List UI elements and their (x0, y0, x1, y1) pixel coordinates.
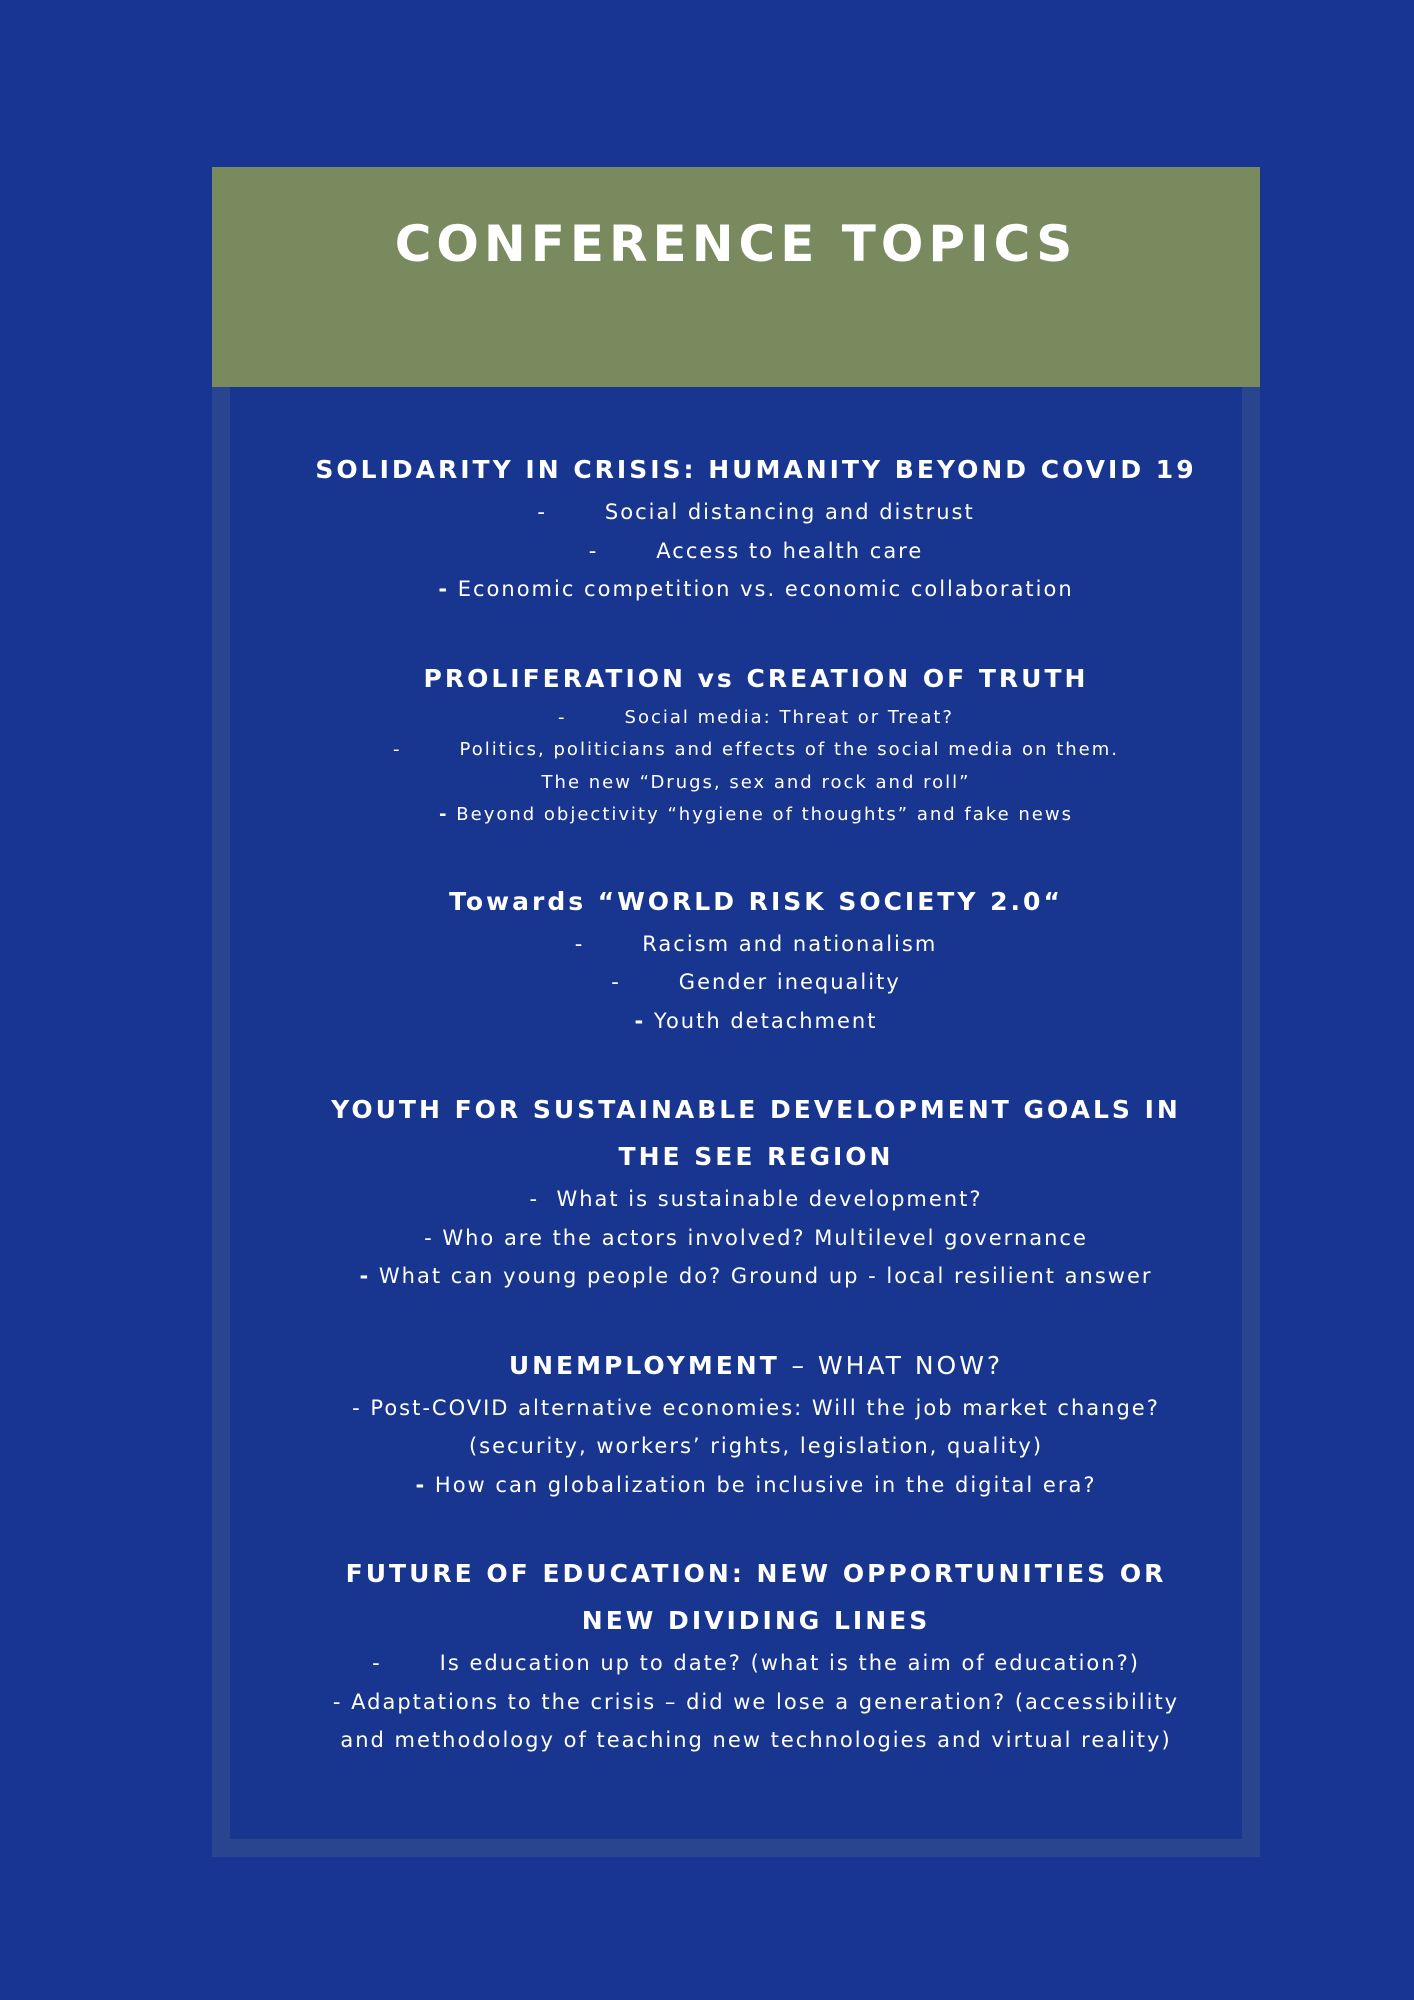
topic-heading: THE SEE REGION (618, 1142, 894, 1171)
topic-item: - Youth detachment (634, 1008, 878, 1033)
topic-item: - Politics, politicians and effects of the social media on them. (393, 739, 1119, 760)
topic-heading: UNEMPLOYMENT – WHAT NOW? (508, 1350, 1004, 1380)
topic-item: and methodology of teaching new technologies and virtual reality) (340, 1728, 1172, 1752)
topic-section (230, 446, 1282, 609)
topic-item: - What is sustainable development? (529, 1187, 983, 1211)
topic-item: - Racism and nationalism (574, 931, 938, 956)
topic-item: - Who are the actors involved? Multilevel governance (424, 1225, 1088, 1250)
title-banner (212, 167, 1260, 387)
topic-section (230, 1086, 1282, 1296)
topic-item: - Access to health care (588, 538, 924, 563)
topic-section (230, 1550, 1282, 1760)
page-title: CONFERENCE TOPICS (394, 215, 1078, 273)
topic-section (230, 1342, 1282, 1505)
topic-item: - Gender inequality (611, 970, 901, 994)
topic-item: - Post-COVID alternative economies: Will the job market change? (352, 1395, 1160, 1420)
topic-section (230, 655, 1282, 832)
topic-heading: PROLIFERATION vs CREATION OF TRUTH (423, 663, 1089, 693)
topic-item: - Beyond objectivity “hygiene of thoughts” and fake news (439, 804, 1073, 825)
topic-item: - Economic competition vs. economic collaboration (438, 577, 1074, 601)
topics-list (230, 446, 1282, 1760)
topic-item: The new “Drugs, sex and rock and roll” (541, 771, 971, 793)
topic-heading: Towards “WORLD RISK SOCIETY 2.0“ (449, 886, 1063, 916)
topic-item: - Social distancing and distrust (537, 500, 975, 524)
topic-item: - What can young people do? Ground up - local resilient answer (359, 1264, 1153, 1288)
topic-heading: NEW DIVIDING LINES (581, 1606, 931, 1635)
topic-heading: SOLIDARITY IN CRISIS: HUMANITY BEYOND COVID 19 (315, 455, 1197, 484)
topic-section (230, 878, 1282, 1041)
topic-item: (security, workers’ rights, legislation, quality) (468, 1434, 1044, 1458)
topic-item: - Is education up to date? (what is the aim of education?) (372, 1651, 1140, 1675)
topic-item: - Social media: Threat or Treat? (558, 706, 954, 728)
topic-heading: FUTURE OF EDUCATION: NEW OPPORTUNITIES OR (345, 1559, 1167, 1588)
topic-item: - Adaptations to the crisis – did we lose a generation? (accessibility (332, 1689, 1180, 1714)
topic-heading: YOUTH FOR SUSTAINABLE DEVELOPMENT GOALS IN (331, 1095, 1181, 1124)
topic-item: - How can globalization be inclusive in the digital era? (415, 1472, 1097, 1497)
